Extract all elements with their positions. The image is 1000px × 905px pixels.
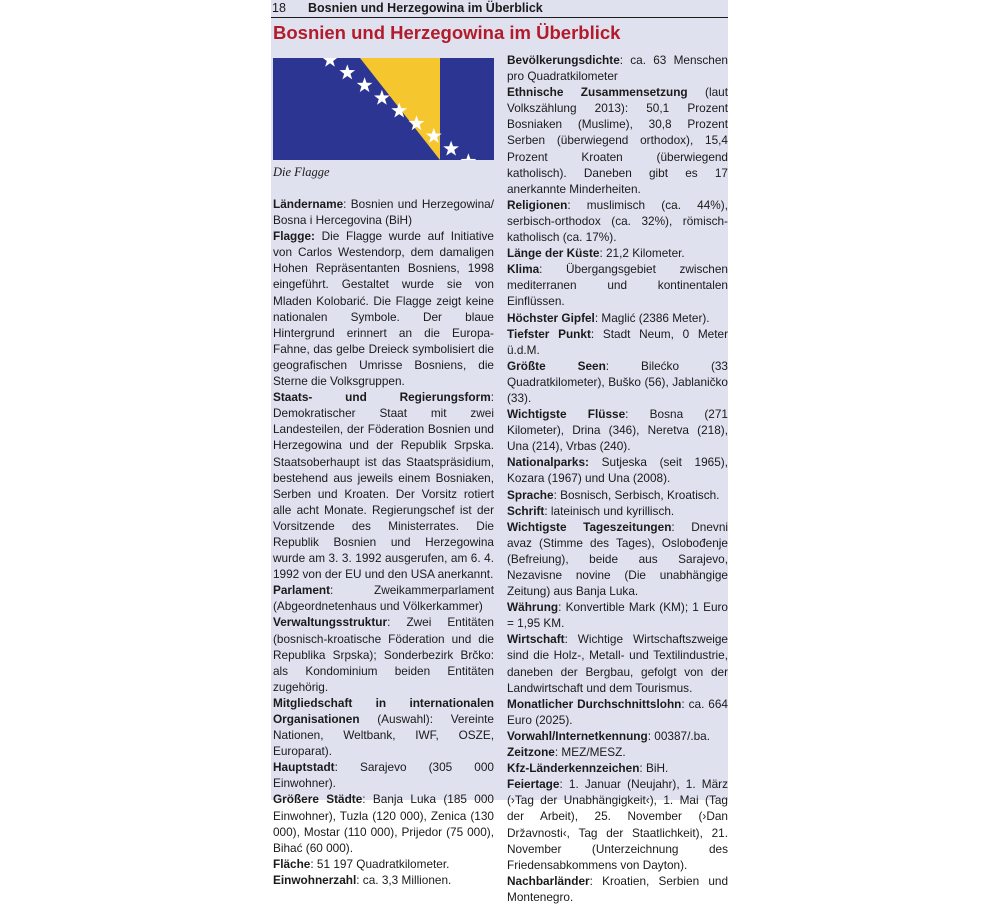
fact-text: : Konvertible Mark (KM); 1 Euro = 1,95 KM. xyxy=(507,600,728,631)
fact-term: Länge der Küste xyxy=(507,246,600,261)
fact-entry xyxy=(507,503,728,519)
fact-entry xyxy=(273,856,494,872)
fact-text: : Bosnien und Herzegowina/ Bosna i Hercegovina (BiH) xyxy=(273,197,494,228)
fact-term: Ländername xyxy=(273,197,344,211)
fact-text: : Bilećko (33 Quadratkilometer), Buško (56), Jablaničko (33). xyxy=(507,358,728,405)
fact-term: Tiefster Punkt xyxy=(507,326,591,341)
bosnia-flag-image xyxy=(273,58,494,160)
fact-term: Nationalparks: xyxy=(507,455,589,470)
fact-text: : Wichtige Wirtschaftszweige sind die Holz-, Metall- und Textilindustrie, daneben der Bergbau, gefolgt von der Landwirtschaft und dem Tourismus. xyxy=(507,632,728,695)
fact-term: Verwaltungsstruktur xyxy=(273,615,388,630)
fact-entry xyxy=(273,759,494,791)
fact-text: : Dnevni avaz (Stimme des Tages), Oslobođenje (Befreiung), beide aus Sarajevo, Nezavisne novine (Die unabhängige Zeitung) aus Banja Luka. xyxy=(507,519,728,599)
fact-entry xyxy=(273,196,494,228)
running-header xyxy=(271,0,728,18)
fact-text: Die Flagge wurde auf Initiative von Carlos Westendorp, dem damaligen Hohen Repräsentanten Bosniens, 1998 eingeführt. Gestaltet wurde sie von Mladen Kolobarić. Die Flagge zeigt keine nationalen Symbole. Der blaue Hintergrund erinnert an die Europa-Fahne, das gelbe Dreieck symbolisiert die geografischen Umrisse Bosniens, die Sterne die Volksgruppen. xyxy=(273,229,494,389)
fact-term: Monatlicher Durchschnittslohn xyxy=(507,696,682,711)
fact-entry xyxy=(507,760,728,776)
book-page xyxy=(271,0,728,904)
fact-text: : 00387/.ba. xyxy=(647,728,711,743)
fact-term: Parlament xyxy=(273,583,331,598)
fact-entry xyxy=(507,84,728,197)
fact-entry xyxy=(507,599,728,631)
fact-entry xyxy=(507,454,728,486)
fact-term: Feiertage xyxy=(507,777,560,792)
fact-term: Hauptstadt xyxy=(273,760,335,775)
fact-text: : 21,2 Kilometer. xyxy=(599,246,685,261)
fact-term: Vorwahl/Internetkennung xyxy=(507,728,648,743)
fact-entry xyxy=(507,406,728,454)
fact-entry xyxy=(273,614,494,694)
fact-text: Sutjeska (seit 1965), Kozara (1967) und Una (2008). xyxy=(507,455,728,486)
fact-text: : Bosna (271 Kilometer), Drina (346), Neretva (218), Una (214), Vrbas (240). xyxy=(507,407,728,454)
fact-text: : Maglić (2386 Meter). xyxy=(594,310,710,325)
fact-entry xyxy=(273,389,494,582)
fact-text: : Zweikammerparlament (Abgeordnetenhaus und Völkerkammer) xyxy=(273,583,494,614)
fact-term: Höchster Gipfel xyxy=(507,310,595,325)
fact-text: : ca. 664 Euro (2025). xyxy=(507,696,728,727)
fact-term: Schrift xyxy=(507,503,545,518)
fact-entry xyxy=(273,228,494,389)
fact-text: : lateinisch und kyrillisch. xyxy=(544,503,675,518)
fact-text: : MEZ/MESZ. xyxy=(554,745,626,760)
fact-entry xyxy=(507,261,728,309)
fact-term: Nachbarländer xyxy=(507,873,590,888)
fact-entry xyxy=(507,197,728,245)
fact-term: Klima xyxy=(507,262,540,277)
fact-entry xyxy=(507,487,728,503)
fact-term: Wirtschaft xyxy=(507,632,565,647)
fact-text: : Bosnisch, Serbisch, Kroatisch. xyxy=(553,487,720,502)
fact-text: (laut Volkszählung 2013): 50,1 Prozent Bosniaken (Muslime), 30,8 Prozent Serben (überwiegend orthodox), 15,4 Prozent Kroaten (überwiegend katholisch). Daneben gibt es 17 anerkannte Minderheiten. xyxy=(507,85,728,196)
fact-entry xyxy=(273,791,494,855)
fact-text: : muslimisch (ca. 44%), serbisch-orthodox (ca. 32%), römisch-katholisch (ca. 17%). xyxy=(507,197,728,245)
fact-entry xyxy=(507,52,728,84)
fact-text: (Auswahl): Vereinte Nationen, Weltbank, IWF, OSZE, Europarat). xyxy=(273,712,494,759)
fact-entry xyxy=(507,696,728,728)
fact-term: Fläche xyxy=(273,856,311,871)
fact-text: : BiH. xyxy=(639,761,669,776)
fact-entry xyxy=(507,310,728,326)
page-number: 18 xyxy=(272,1,286,15)
fact-entry xyxy=(273,695,494,759)
fact-text: : Demokratischer Staat mit zwei Landesteilen, der Föderation Bosnien und Herzegowina und der Republik Srpska. Staatsoberhaupt ist das Staatspräsidium, bestehend aus jeweils einem Bosniaken, Serben und Kroaten. Der Vorsitz rotiert alle acht Monate. Regierungschef ist der Vorsitzende des Ministerrates. Die Republik Bosnien und Herzegowina wurde am 3. 3. 1992 ausgerufen, am 6. 4. 1992 von der EU und den USA anerkannt. xyxy=(273,390,494,582)
fact-term: Wichtigste Tageszeitungen xyxy=(507,519,672,534)
fact-term: Sprache xyxy=(507,487,554,502)
fact-entry xyxy=(507,245,728,261)
right-column xyxy=(507,52,728,905)
fact-term: Größere Städte xyxy=(273,792,363,807)
fact-text: : 1. Januar (Neujahr), 1. März (›Tag der Unabhängigkeit‹), 1. Mai (Tag der Arbeit), 25. November (›Dan Državnosti‹, Tag der Staatlichkeit), 21. November (Unterzeichnung des Friedensabkommens von Dayton). xyxy=(507,777,728,872)
fact-term: Einwohnerzahl xyxy=(273,872,357,887)
fact-entry xyxy=(507,873,728,905)
fact-text: : ca. 63 Menschen pro Quadratkilometer xyxy=(507,53,728,84)
fact-text: : Übergangsgebiet zwischen mediterranen und kontinentalen Einflüssen. xyxy=(507,262,728,309)
fact-entry xyxy=(507,744,728,760)
fact-text: : Sarajevo (305 000 Einwohner). xyxy=(273,760,494,791)
fact-entry xyxy=(507,326,728,358)
fact-entry xyxy=(507,776,728,873)
fact-entry xyxy=(273,582,494,614)
fact-text: : ca. 3,3 Millionen. xyxy=(356,872,452,887)
fact-term: Kfz-Länderkennzeichen xyxy=(507,761,640,776)
fact-entry xyxy=(507,358,728,406)
fact-term: Bevölkerungsdichte xyxy=(507,53,620,67)
fact-term: Größte Seen xyxy=(507,358,606,373)
page-title: Bosnien und Herzegowina im Überblick xyxy=(273,22,621,43)
fact-text: : Kroatien, Serbien und Montenegro. xyxy=(507,873,728,904)
running-title: Bosnien und Herzegowina im Überblick xyxy=(308,1,543,15)
fact-entry xyxy=(507,519,728,599)
fact-text: : Banja Luka (185 000 Einwohner), Tuzla (120 000), Zenica (130 000), Mostar (110 000), Prijedor (75 000), Bihać (60 000). xyxy=(273,792,494,855)
fact-term: Währung xyxy=(507,600,559,615)
fact-text: : 51 197 Quadratkilometer. xyxy=(310,856,450,871)
fact-text: : Stadt Neum, 0 Meter ü.d.M. xyxy=(507,326,728,357)
flag-caption: Die Flagge xyxy=(273,165,330,179)
fact-term: Religionen xyxy=(507,197,568,212)
fact-term: Zeitzone xyxy=(507,745,555,760)
left-column xyxy=(273,196,494,888)
fact-entry xyxy=(507,631,728,695)
fact-text: : Zwei Entitäten (bosnisch-kroatische Föderation und die Republika Srpska); Sonderbezirk Brčko: als Kondominium beiden Entitäten zugehörig. xyxy=(273,615,494,694)
fact-term: Flagge: xyxy=(273,229,315,244)
fact-term: Staats- und Regierungsform xyxy=(273,390,491,405)
fact-term: Mitgliedschaft in internationalen Organisationen xyxy=(273,695,494,726)
fact-term: Wichtigste Flüsse xyxy=(507,407,626,422)
fact-entry xyxy=(507,728,728,744)
fact-term: Ethnische Zusammensetzung xyxy=(507,85,688,100)
fact-entry xyxy=(273,872,494,888)
